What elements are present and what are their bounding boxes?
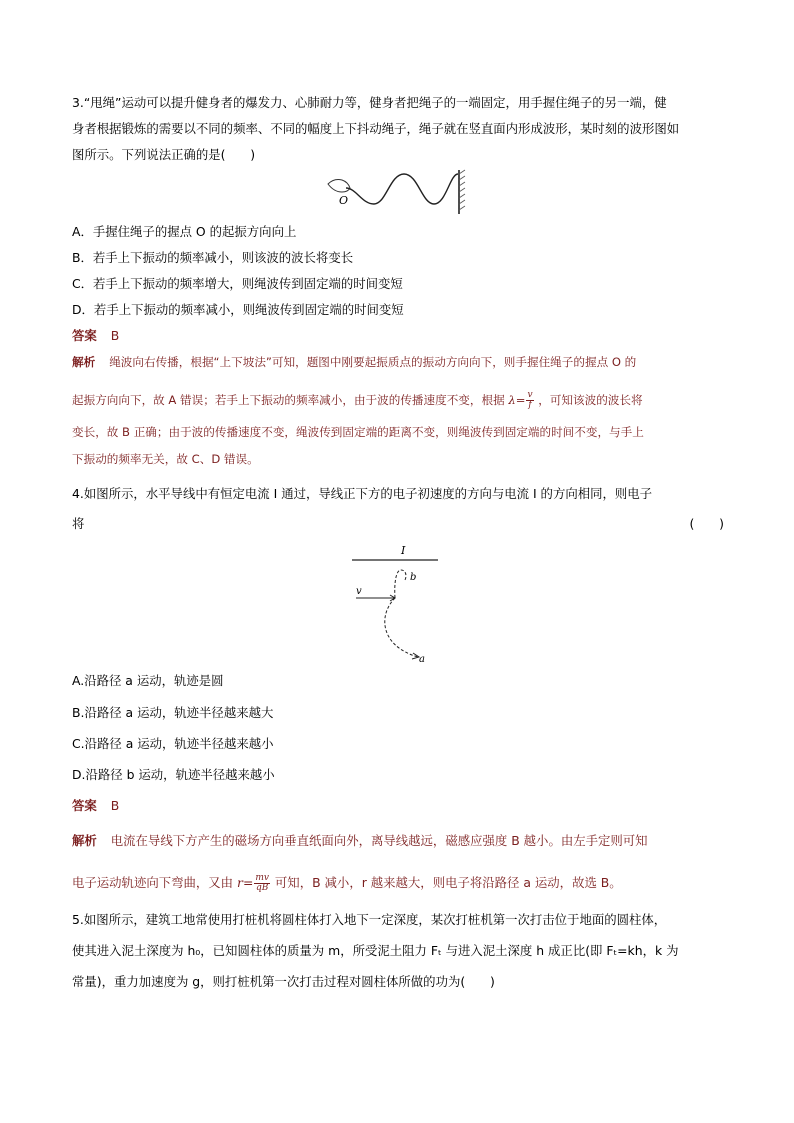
q3-answer: [72, 328, 724, 344]
q5-stem-line-1: 5.如图所示，建筑工地常使用打桩机将圆柱体打入地下一定深度，某次打桩机第一次打击位于地面的圆柱体，: [72, 912, 667, 927]
q5-stem-line-2: 使其进入泥土深度为 h₀，已知圆柱体的质量为 m，所受泥土阻力 Fₜ 与进入泥土深度 h 成正比(即 Fₜ=kh，k 为: [72, 943, 679, 958]
q4-analysis-line-2: 电子运动轨迹向下弯曲，又由 r= $\frac{mv}{qB}$ 可知，B 减小，r 越来越大，则电子将沿路径 a 运动，故选 B。: [72, 873, 622, 893]
q4-stem-line-1: 4.如图所示，水平导线中有恒定电流 I 通过，导线正下方的电子初速度的方向与电流 I 的方向相同，则电子: [72, 486, 653, 501]
q4-analysis-line-1: 解析 电流在导线下方产生的磁场方向垂直纸面向外，离导线越远，磁感应强度 B 越小。由左手定则可知: [72, 833, 648, 848]
q5-stem-line-3: 常量)，重力加速度为 g，则打桩机第一次打击过程对圆柱体所做的功为( ): [72, 974, 495, 989]
q3-option-c: C．若手上下振动的频率增大，则绳波传到固定端的时间变短: [72, 276, 403, 291]
q3-option-a: A．手握住绳子的握点 O 的起振方向向上: [72, 224, 297, 239]
q4-option-a: A.沿路径 a 运动，轨迹是圆: [72, 673, 224, 688]
q4-answer-paren: ( ): [689, 516, 724, 531]
q4-option-c: C.沿路径 a 运动，轨迹半径越来越小: [72, 736, 274, 751]
q3-wave-figure: [322, 168, 472, 216]
q3-analysis-line-3: 变长，故 B 正确；由于波的传播速度不变，绳波传到固定端的距离不变，则绳波传到固定端的时间不变，与手上: [72, 425, 644, 439]
wave-rope: [346, 174, 458, 204]
q4-answer: [72, 798, 724, 814]
q3-option-b: B．若手上下振动的频率减小，则该波的波长将变长: [72, 250, 354, 265]
current-label: I: [401, 544, 406, 557]
q3-stem-line-1: 3.“甩绳”运动可以提升健身者的爆发力、心肺耐力等，健身者把绳子的一端固定，用手握住绳子的另一端，健: [72, 95, 667, 110]
path-a-label: a: [419, 654, 425, 665]
answer-value: B: [110, 328, 120, 343]
q4-stem-line-2: 将 ( ): [72, 516, 724, 531]
path-a: [385, 598, 418, 657]
path-b-label: b: [410, 572, 417, 583]
analysis-tag: 解析: [72, 833, 97, 848]
answer-tag: 答案: [72, 798, 97, 813]
path-b: [395, 570, 406, 598]
q3-stem-line-3: 图所示。下列说法正确的是( ): [72, 147, 256, 162]
radius-formula: r= $\frac{mv}{qB}$: [237, 873, 269, 893]
q3-stem-line-2: 身者根据锻炼的需要以不同的频率、不同的幅度上下抖动绳子，绳子就在竖直面内形成波形，某时刻的波形图如: [72, 121, 680, 136]
wavelength-formula: λ= $\frac{v}{f}$: [508, 390, 533, 410]
q4-option-b: B.沿路径 a 运动，轨迹半径越来越大: [72, 705, 274, 720]
q3-option-d: D．若手上下振动的频率减小，则绳波传到固定端的时间变短: [72, 302, 404, 317]
velocity-label: v: [356, 586, 362, 597]
q3-analysis-line-2: 起振方向向下，故 A 错误；若手上下振动的频率减小，由于波的传播速度不变，根据 λ= $\frac{v}{f}$ ，可知该波的波长将: [72, 390, 643, 410]
hand-icon: [328, 180, 350, 193]
point-o-label: O: [339, 194, 349, 207]
analysis-tag: 解析: [72, 355, 96, 369]
q3-analysis-line-4: 下振动的频率无关，故 C、D 错误。: [72, 452, 259, 466]
q4-option-d: D.沿路径 b 运动，轨迹半径越来越小: [72, 767, 275, 782]
q3-analysis-line-1: 解析 绳波向右传播，根据“上下坡法”可知，题图中刚要起振质点的振动方向向下，则手握住绳子的握点 O 的: [72, 355, 637, 369]
q4-figure: [350, 543, 440, 669]
answer-tag: 答案: [72, 328, 97, 343]
answer-value: B: [110, 798, 120, 813]
